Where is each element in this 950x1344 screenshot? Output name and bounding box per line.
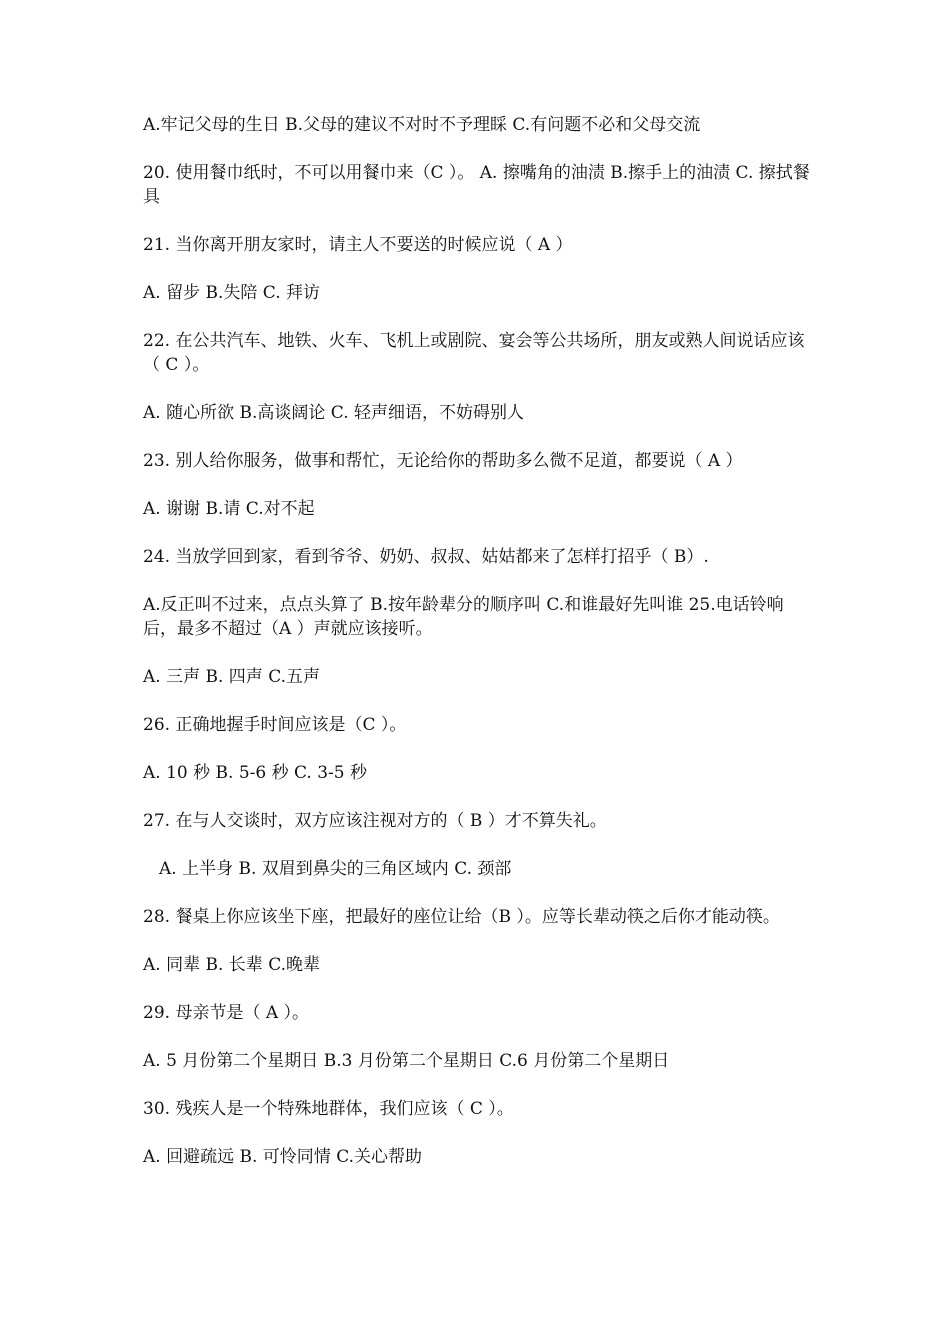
options-24-question-25: A.反正叫不过来，点点头算了 B.按年龄辈分的顺序叫 C.和谁最好先叫谁 25.电话铃响后，最多不超过（A ）声就应该接听。 — [143, 595, 784, 639]
question-30: 30. 残疾人是一个特殊地群体，我们应该（ C ）。 — [143, 1099, 514, 1119]
options-26: A. 10 秒 B. 5-6 秒 C. 3-5 秒 — [143, 763, 367, 783]
question-29: 29. 母亲节是（ A ）。 — [143, 1003, 310, 1023]
question-22: 22. 在公共汽车、地铁、火车、飞机上或剧院、宴会等公共场所，朋友或熟人间说话应该（ C ）。 — [143, 331, 805, 375]
options-25: A. 三声 B. 四声 C.五声 — [143, 667, 320, 687]
question-28: 28. 餐桌上你应该坐下座，把最好的座位让给（B ）。应等长辈动筷之后你才能动筷。 — [143, 907, 780, 927]
options-21: A. 留步 B.失陪 C. 拜访 — [143, 283, 320, 303]
options-28: A. 同辈 B. 长辈 C.晚辈 — [143, 955, 320, 975]
options-30: A. 回避疏远 B. 可怜同情 C.关心帮助 — [143, 1147, 422, 1167]
options-29: A. 5 月份第二个星期日 B.3 月份第二个星期日 C.6 月份第二个星期日 — [143, 1051, 670, 1071]
question-24: 24. 当放学回到家，看到爷爷、奶奶、叔叔、姑姑都来了怎样打招乎（ B）. — [143, 547, 709, 567]
question-23: 23. 别人给你服务，做事和帮忙，无论给你的帮助多么微不足道，都要说（ A ） — [143, 451, 743, 471]
question-27: 27. 在与人交谈时，双方应该注视对方的（ B ）才不算失礼。 — [143, 811, 607, 831]
option-line-19: A.牢记父母的生日 B.父母的建议不对时不予理睬 C.有问题不必和父母交流 — [143, 115, 701, 135]
options-23: A. 谢谢 B.请 C.对不起 — [143, 499, 315, 519]
options-27: A. 上半身 B. 双眉到鼻尖的三角区域内 C. 颈部 — [159, 859, 512, 879]
question-21: 21. 当你离开朋友家时，请主人不要送的时候应说（ A ） — [143, 235, 573, 255]
question-20: 20. 使用餐巾纸时，不可以用餐巾来（C ）。 A. 擦嘴角的油渍 B.擦手上的油渍 C. 擦拭餐具 — [143, 163, 810, 207]
options-22: A. 随心所欲 B.高谈阔论 C. 轻声细语，不妨碍别人 — [143, 403, 524, 423]
document-body — [143, 113, 813, 1193]
question-26: 26. 正确地握手时间应该是（C ）。 — [143, 715, 407, 735]
